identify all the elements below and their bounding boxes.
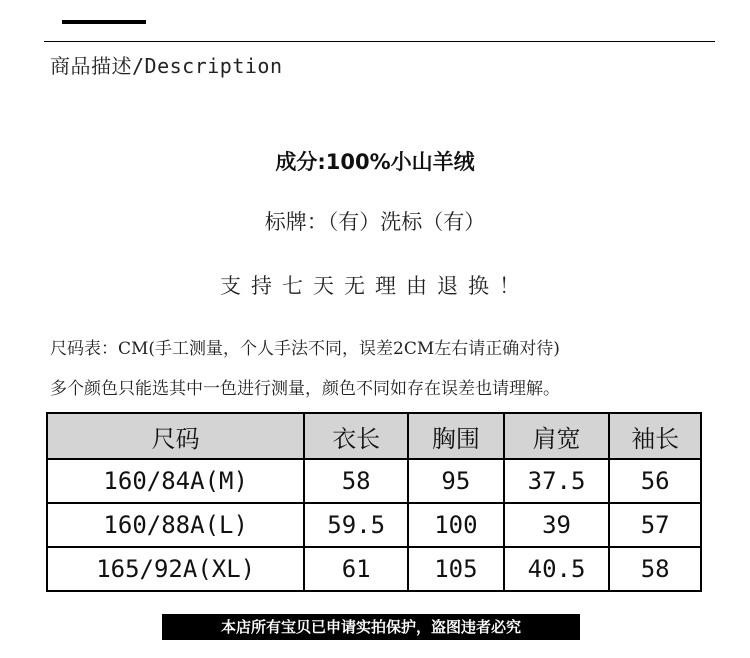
cell-size: 160/84A(M) — [47, 459, 304, 503]
cell-size: 165/92A(XL) — [47, 547, 304, 591]
cell-chest: 105 — [408, 547, 504, 591]
table-header-row — [47, 413, 701, 459]
cell-sleeve: 58 — [609, 547, 701, 591]
cell-shoulder: 37.5 — [504, 459, 610, 503]
header-size: 尺码 — [47, 413, 304, 459]
cell-shoulder: 39 — [504, 503, 610, 547]
cell-sleeve: 56 — [609, 459, 701, 503]
returns-policy-text: 支持七天无理由退换！ — [220, 274, 530, 298]
table-row — [47, 459, 701, 503]
accent-bar — [62, 20, 146, 24]
cell-length: 59.5 — [304, 503, 408, 547]
table-row — [47, 547, 701, 591]
header-shoulder: 肩宽 — [504, 413, 610, 459]
copyright-banner: 本店所有宝贝已申请实拍保护，盗图违者必究 — [162, 614, 580, 640]
cell-sleeve: 57 — [609, 503, 701, 547]
header-length: 衣长 — [304, 413, 408, 459]
size-chart-note: 尺码表：CM(手工测量，个人手法不同，误差2CM左右请正确对待) — [50, 339, 560, 359]
divider-line — [44, 41, 715, 42]
size-table — [46, 412, 702, 592]
header-sleeve: 袖长 — [609, 413, 701, 459]
cell-chest: 95 — [408, 459, 504, 503]
cell-length: 58 — [304, 459, 408, 503]
composition-text: 成分:100%小山羊绒 — [275, 150, 475, 174]
header-chest: 胸围 — [408, 413, 504, 459]
color-note: 多个颜色只能选其中一色进行测量，颜色不同如存在误差也请理解。 — [50, 379, 560, 399]
labels-text: 标牌：（有）洗标（有） — [264, 210, 486, 234]
section-title: 商品描述/Description — [50, 54, 283, 78]
cell-size: 160/88A(L) — [47, 503, 304, 547]
cell-shoulder: 40.5 — [504, 547, 610, 591]
cell-chest: 100 — [408, 503, 504, 547]
table-row — [47, 503, 701, 547]
cell-length: 61 — [304, 547, 408, 591]
